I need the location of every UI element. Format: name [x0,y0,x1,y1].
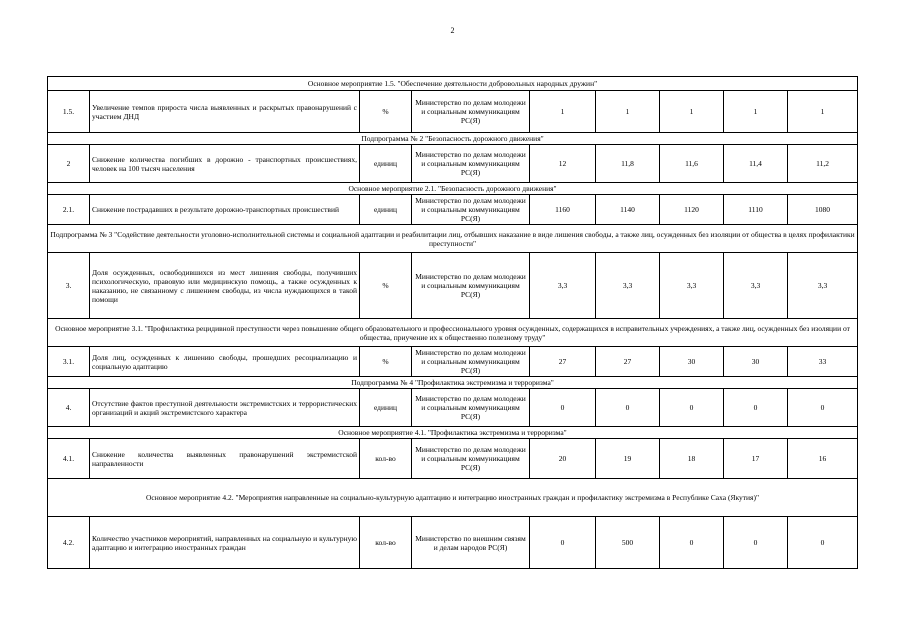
ministry-cell: Министерство по делам молодежи и социальным коммуникациям РС(Я) [412,253,530,319]
indicator-description: Снижение количества выявленных правонарушений экстремистской направленности [90,439,360,479]
unit-cell: кол-во [360,517,412,569]
value-cell: 11,6 [660,145,724,183]
section-title: Подпрограмма № 2 "Безопасность дорожного движения" [48,133,858,145]
indicator-description: Снижение пострадавших в результате дорожно-транспортных происшествий [90,195,360,225]
value-cell: 0 [530,389,596,427]
value-cell: 19 [596,439,660,479]
ministry-cell: Министерство по делам молодежи и социальным коммуникациям РС(Я) [412,389,530,427]
section-title: Основное мероприятие 3.1. "Профилактика рецидивной преступности через повышение общего образовательного и профессионального уровня осужденных, содержащихся в исправительных учреждениях, а также лиц, осужденных без изоляции от общества, приучение их к общественно полезному труду" [48,319,858,347]
value-cell: 0 [596,389,660,427]
row-number: 2.1. [48,195,90,225]
section-title: Основное мероприятие 4.1. "Профилактика экстремизма и терроризма" [48,427,858,439]
value-cell: 0 [724,517,788,569]
value-cell: 27 [596,347,660,377]
row-number: 3. [48,253,90,319]
value-cell: 0 [660,389,724,427]
table-row [48,439,858,479]
value-cell: 3,3 [596,253,660,319]
unit-cell: % [360,91,412,133]
ministry-cell: Министерство по делам молодежи и социальным коммуникациям РС(Я) [412,91,530,133]
row-number: 1.5. [48,91,90,133]
unit-cell: % [360,253,412,319]
table-row [48,195,858,225]
value-cell: 27 [530,347,596,377]
value-cell: 0 [724,389,788,427]
value-cell: 30 [724,347,788,377]
table-row [48,145,858,183]
value-cell: 1 [596,91,660,133]
unit-cell: единиц [360,389,412,427]
table-row [48,517,858,569]
section-header-row [48,133,858,145]
section-header-row [48,225,858,253]
section-title: Подпрограмма № 3 "Содействие деятельности уголовно-исполнительной системы и социальной адаптации и реабилитации лиц, отбывших наказание в виде лишения свободы, а также лиц, осужденных без изоляции от общества в целях профилактики преступности" [48,225,858,253]
value-cell: 1120 [660,195,724,225]
row-number: 3.1. [48,347,90,377]
table-row [48,91,858,133]
value-cell: 1160 [530,195,596,225]
value-cell: 1140 [596,195,660,225]
row-number: 2 [48,145,90,183]
row-number: 4. [48,389,90,427]
section-title: Основное мероприятие 1.5. "Обеспечение деятельности добровольных народных дружин" [48,77,858,91]
ministry-cell: Министерство по делам молодежи и социальным коммуникациям РС(Я) [412,347,530,377]
value-cell: 20 [530,439,596,479]
row-number: 4.1. [48,439,90,479]
ministry-cell: Министерство по внешним связям и делам народов РС(Я) [412,517,530,569]
table-row [48,253,858,319]
section-header-row [48,377,858,389]
unit-cell: кол-во [360,439,412,479]
section-title: Основное мероприятие 4.2. "Мероприятия направленные на социально-культурную адаптацию и интеграцию иностранных граждан и профилактику экстремизма в Республике Саха (Якутия)" [48,479,858,517]
value-cell: 11,4 [724,145,788,183]
page-number: 2 [450,26,455,35]
section-header-row [48,319,858,347]
ministry-cell: Министерство по делам молодежи и социальным коммуникациям РС(Я) [412,439,530,479]
unit-cell: единиц [360,195,412,225]
indicator-description: Доля осужденных, освободившихся из мест лишения свободы, получивших психологическую, правовую или медицинскую помощь, а также осужденных к наказанию, не связанному с лишением свободы, из числа нуждающихся в такой помощи [90,253,360,319]
value-cell: 12 [530,145,596,183]
value-cell: 0 [530,517,596,569]
value-cell: 3,3 [660,253,724,319]
section-title: Основное мероприятие 2.1. "Безопасность дорожного движения" [48,183,858,195]
value-cell: 1 [724,91,788,133]
value-cell: 33 [788,347,858,377]
ministry-cell: Министерство по делам молодежи и социальным коммуникациям РС(Я) [412,195,530,225]
table-row [48,347,858,377]
unit-cell: % [360,347,412,377]
section-header-row [48,479,858,517]
section-header-row [48,427,858,439]
indicator-description: Доля лиц, осужденных к лишению свободы, прошедших ресоциализацию и социальную адаптацию [90,347,360,377]
indicators-table [47,76,858,569]
value-cell: 17 [724,439,788,479]
value-cell: 1080 [788,195,858,225]
value-cell: 500 [596,517,660,569]
indicator-description: Снижение количества погибших в дорожно - транспортных происшествиях, человек на 100 тысяч населения [90,145,360,183]
value-cell: 16 [788,439,858,479]
value-cell: 1 [788,91,858,133]
section-header-row [48,183,858,195]
value-cell: 1110 [724,195,788,225]
value-cell: 30 [660,347,724,377]
value-cell: 0 [660,517,724,569]
row-number: 4.2. [48,517,90,569]
ministry-cell: Министерство по делам молодежи и социальным коммуникациям РС(Я) [412,145,530,183]
indicator-description: Отсутствие фактов преступной деятельности экстремистских и террористических организаций и акций экстремистского характера [90,389,360,427]
section-title: Подпрограмма № 4 "Профилактика экстремизма и терроризма" [48,377,858,389]
value-cell: 0 [788,517,858,569]
section-header-row [48,77,858,91]
value-cell: 3,3 [530,253,596,319]
value-cell: 3,3 [724,253,788,319]
value-cell: 3,3 [788,253,858,319]
value-cell: 11,8 [596,145,660,183]
unit-cell: единиц [360,145,412,183]
table-row [48,389,858,427]
value-cell: 11,2 [788,145,858,183]
value-cell: 1 [530,91,596,133]
indicator-description: Увеличение темпов прироста числа выявленных и раскрытых правонарушений с участием ДНД [90,91,360,133]
value-cell: 1 [660,91,724,133]
indicator-description: Количество участников мероприятий, направленных на социальную и культурную адаптацию и интеграцию иностранных граждан [90,517,360,569]
value-cell: 18 [660,439,724,479]
value-cell: 0 [788,389,858,427]
